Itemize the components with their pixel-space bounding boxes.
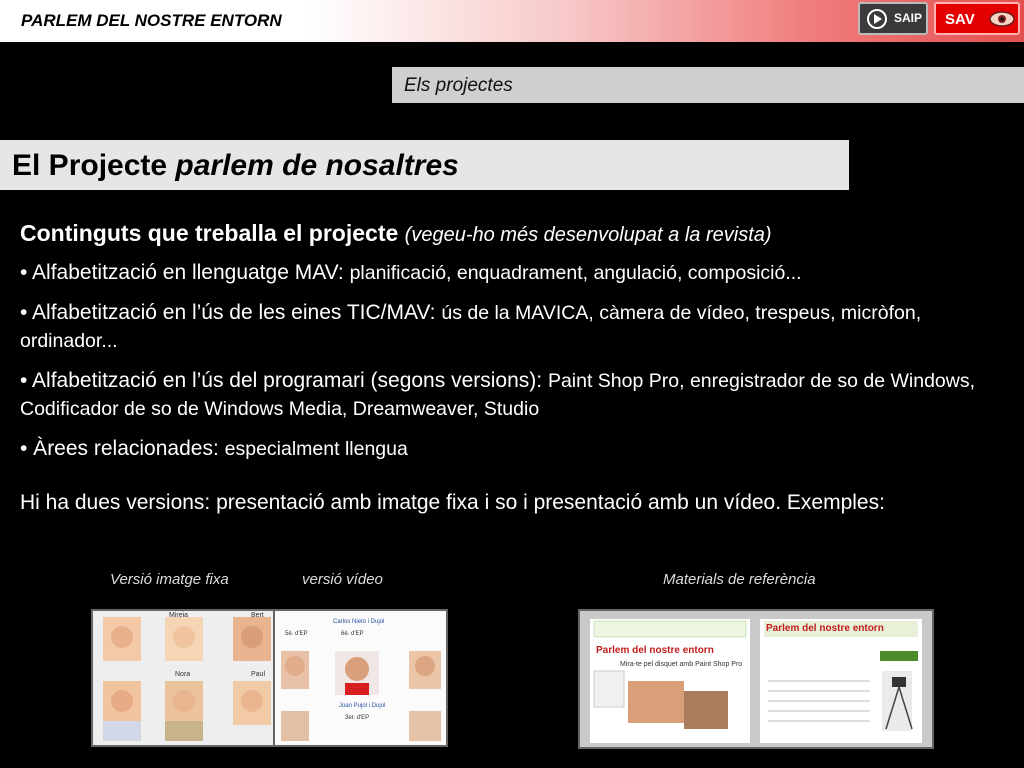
saip-label: SAIP [894,11,923,25]
photo-name: Paul [251,671,266,678]
slide-content [20,220,1010,515]
reference-materials-thumbnail[interactable] [578,609,934,749]
fixed-image-example-thumbnail[interactable] [91,609,275,747]
versions-text: Hi ha dues versions: presentació amb imatge fixa i so i presentació amb un vídeo. Exemples: [20,491,885,514]
caption-video: versió vídeo [302,571,383,588]
bullet-detail: Paint Shop Pro, enregistrador de so de Windows, Codificador de so de Windows Media, Dreamweaver, Studio [20,370,976,420]
materials-subtitle: Mira-te pel disquet amb Paint Shop Pro [620,661,743,668]
photo-name: Nora [175,671,191,678]
slide-title [12,149,459,183]
bullet-item [20,259,1010,287]
bullet-item [20,367,1010,423]
section-bar [392,67,1024,103]
slide-title-italic: parlem de nosaltres [175,149,459,182]
content-heading [20,220,1010,247]
video-name: 5è. d'EP [285,631,308,637]
bullet-lead: • Alfabetització en l’ús del programari (segons versions): [20,369,548,392]
video-name: 3er. d'EP [345,715,370,721]
app-title: PARLEM DEL NOSTRE ENTORN [21,11,282,30]
bullet-detail: especialment llengua [224,438,408,460]
bullet-lead: • Àrees relacionades: [20,437,225,460]
video-example-thumbnail[interactable] [273,609,448,747]
photo-name: Bert [251,612,264,619]
video-name: Carlos Nieto i Dujol [333,619,385,625]
bullet-lead: • Alfabetització en l’ús de les eines TIC/MAV: [20,301,442,324]
sav-button[interactable] [934,2,1020,35]
sav-label: SAV [945,11,975,28]
materials-title: Parlem del nostre entorn [596,645,714,656]
eye-icon [988,9,1016,29]
slide-title-plain: El Projecte [12,149,176,182]
caption-materials: Materials de referència [663,571,816,588]
content-heading-note: (vegeu-ho més desenvolupat a la revista) [404,224,772,246]
bullet-item [20,299,1010,355]
photo-name: Mireia [169,612,189,619]
bullet-lead: • Alfabetització en llenguatge MAV: [20,261,350,284]
bullet-detail: planificació, enquadrament, angulació, composició... [349,262,802,284]
caption-fixed-image: Versió imatge fixa [110,571,229,588]
saip-button[interactable] [858,2,928,35]
materials-title-right: Parlem del nostre entorn [766,623,884,634]
play-icon [865,8,891,30]
section-label: Els projectes [404,75,513,96]
photo-grid-image [93,611,273,745]
bullet-detail: ús de la MAVICA, càmera de vídeo, trespeus, micròfon, ordinador... [20,302,922,352]
video-name: Joan Pujol i Dujol [339,703,386,709]
slide-title-bar [0,140,849,190]
bullet-item [20,435,1010,463]
video-name: 6è. d'EP [341,631,364,637]
header-bar [0,0,1024,42]
content-heading-main: Continguts que treballa el projecte [20,220,399,246]
